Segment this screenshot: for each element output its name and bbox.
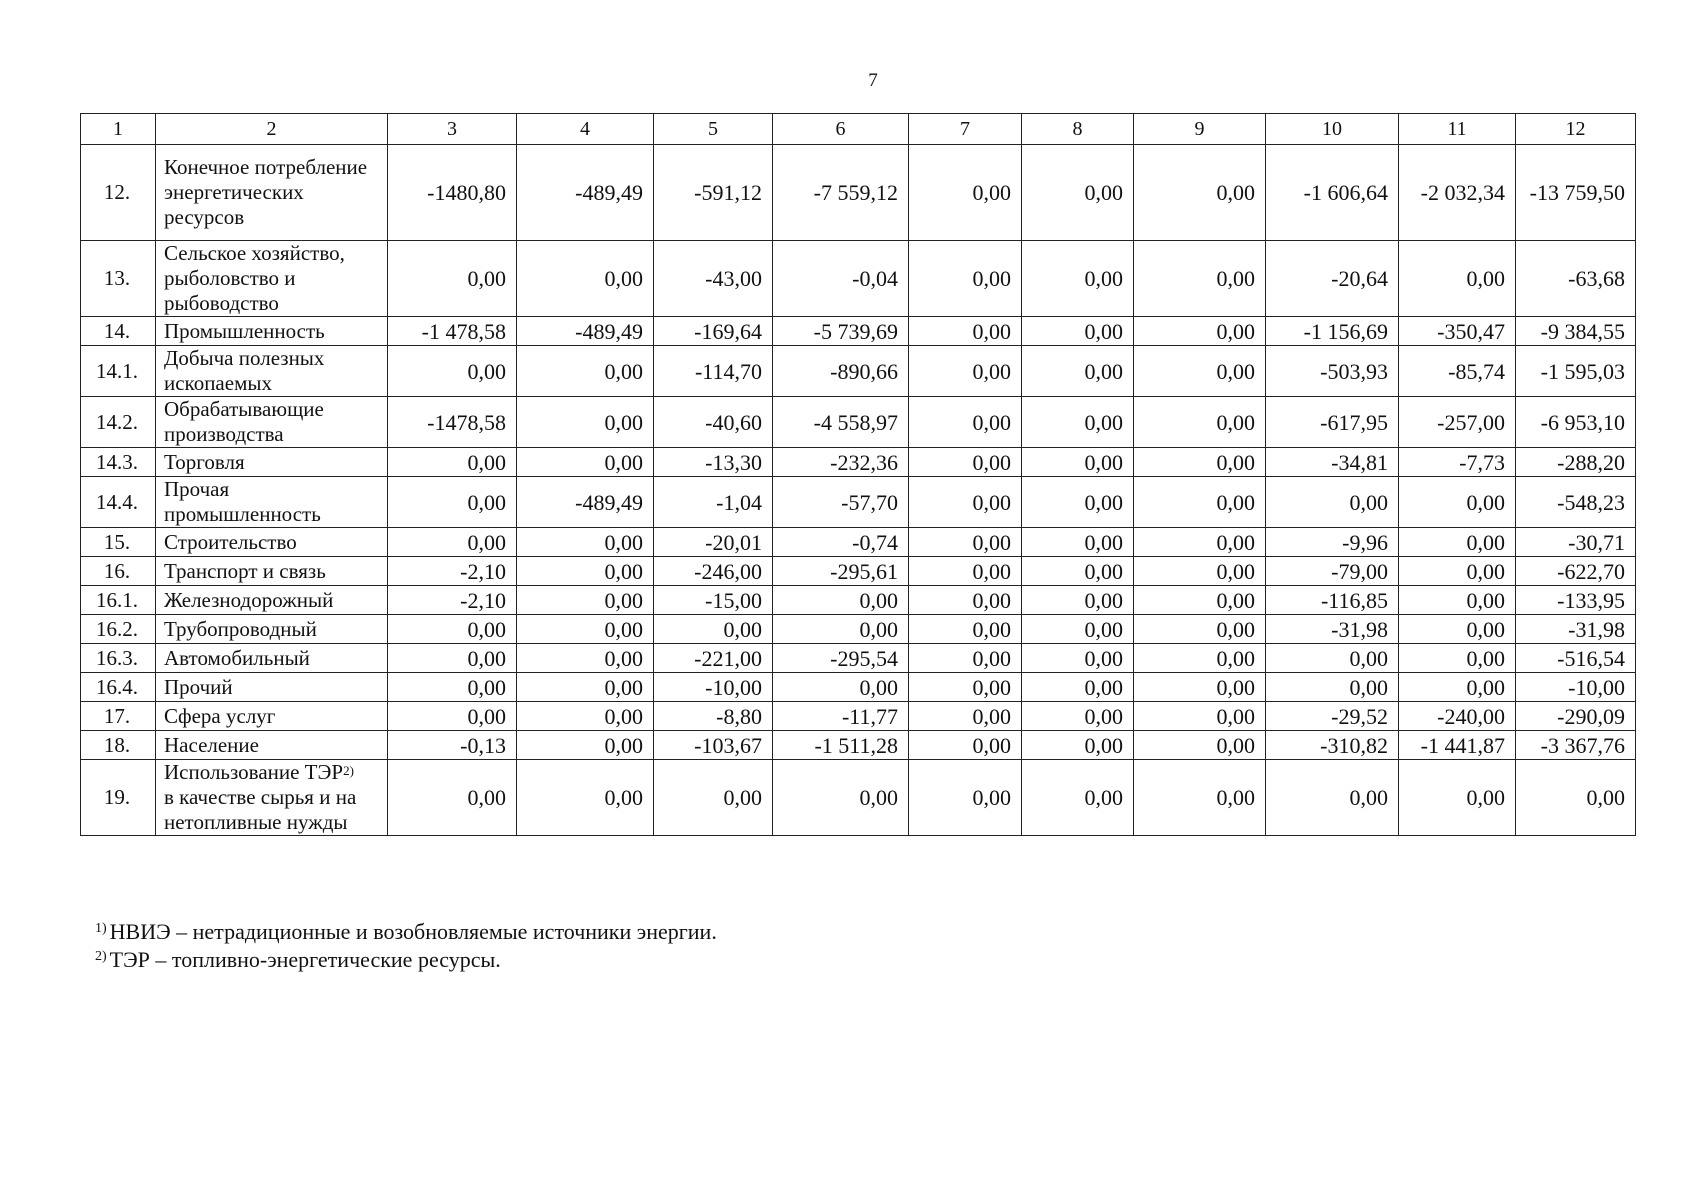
cell-col-3: 0,00 — [388, 702, 517, 731]
table-row — [81, 397, 1636, 448]
cell-col-8: 0,00 — [1022, 557, 1134, 586]
cell-col-5: -221,00 — [654, 644, 773, 673]
cell-col-9: 0,00 — [1134, 477, 1266, 528]
cell-col-9: 0,00 — [1134, 644, 1266, 673]
cell-col-7: 0,00 — [909, 557, 1022, 586]
cell-col-4: -489,49 — [517, 317, 654, 346]
cell-col-10: 0,00 — [1266, 477, 1399, 528]
cell-col-7: 0,00 — [909, 397, 1022, 448]
cell-col-12: -133,95 — [1516, 586, 1636, 615]
cell-col-10: -116,85 — [1266, 586, 1399, 615]
cell-col-11: -85,74 — [1399, 346, 1516, 397]
cell-col-7: 0,00 — [909, 317, 1022, 346]
cell-col-8: 0,00 — [1022, 477, 1134, 528]
column-header-8: 8 — [1022, 114, 1134, 145]
cell-col-8: 0,00 — [1022, 397, 1134, 448]
cell-col-4: 0,00 — [517, 760, 654, 836]
cell-col-12: -288,20 — [1516, 448, 1636, 477]
cell-col-3: 0,00 — [388, 615, 517, 644]
cell-col-8: 0,00 — [1022, 241, 1134, 317]
row-number: 15. — [81, 528, 156, 557]
footnote-ref: 2) — [343, 763, 354, 778]
cell-col-5: -20,01 — [654, 528, 773, 557]
cell-col-11: -7,73 — [1399, 448, 1516, 477]
row-label: Обрабатывающие производства — [156, 397, 388, 448]
cell-col-6: 0,00 — [773, 586, 909, 615]
cell-col-9: 0,00 — [1134, 397, 1266, 448]
cell-col-4: 0,00 — [517, 673, 654, 702]
row-label: Прочая промышленность — [156, 477, 388, 528]
row-label: Трубопроводный — [156, 615, 388, 644]
cell-col-6: -232,36 — [773, 448, 909, 477]
cell-col-6: -7 559,12 — [773, 145, 909, 241]
page-number: 7 — [868, 70, 878, 91]
cell-col-9: 0,00 — [1134, 673, 1266, 702]
row-label: Торговля — [156, 448, 388, 477]
table-row — [81, 448, 1636, 477]
row-number: 13. — [81, 241, 156, 317]
cell-col-12: -516,54 — [1516, 644, 1636, 673]
energy-balance-table — [80, 113, 1636, 836]
cell-col-3: -1480,80 — [388, 145, 517, 241]
cell-col-4: 0,00 — [517, 528, 654, 557]
cell-col-3: 0,00 — [388, 644, 517, 673]
cell-col-12: -31,98 — [1516, 615, 1636, 644]
table-body — [81, 145, 1636, 836]
row-label: Транспорт и связь — [156, 557, 388, 586]
table-row — [81, 528, 1636, 557]
table-row — [81, 731, 1636, 760]
cell-col-12: -30,71 — [1516, 528, 1636, 557]
row-label: Конечное потребление энергетических ресурсов — [156, 145, 388, 241]
cell-col-5: -15,00 — [654, 586, 773, 615]
footnote-2 — [95, 946, 717, 974]
cell-col-10: 0,00 — [1266, 673, 1399, 702]
cell-col-6: -1 511,28 — [773, 731, 909, 760]
cell-col-12: -290,09 — [1516, 702, 1636, 731]
cell-col-12: -3 367,76 — [1516, 731, 1636, 760]
row-label: Прочий — [156, 673, 388, 702]
cell-col-3: -2,10 — [388, 557, 517, 586]
cell-col-3: -1 478,58 — [388, 317, 517, 346]
cell-col-9: 0,00 — [1134, 557, 1266, 586]
cell-col-8: 0,00 — [1022, 760, 1134, 836]
cell-col-9: 0,00 — [1134, 586, 1266, 615]
column-header-6: 6 — [773, 114, 909, 145]
cell-col-10: -20,64 — [1266, 241, 1399, 317]
cell-col-7: 0,00 — [909, 477, 1022, 528]
cell-col-12: 0,00 — [1516, 760, 1636, 836]
cell-col-11: 0,00 — [1399, 673, 1516, 702]
cell-col-8: 0,00 — [1022, 731, 1134, 760]
cell-col-4: -489,49 — [517, 145, 654, 241]
cell-col-6: -0,04 — [773, 241, 909, 317]
cell-col-4: -489,49 — [517, 477, 654, 528]
cell-col-5: -591,12 — [654, 145, 773, 241]
cell-col-5: -114,70 — [654, 346, 773, 397]
cell-col-7: 0,00 — [909, 528, 1022, 557]
cell-col-3: 0,00 — [388, 528, 517, 557]
cell-col-8: 0,00 — [1022, 586, 1134, 615]
cell-col-11: 0,00 — [1399, 477, 1516, 528]
cell-col-5: -169,64 — [654, 317, 773, 346]
cell-col-10: -1 156,69 — [1266, 317, 1399, 346]
cell-col-5: -246,00 — [654, 557, 773, 586]
cell-col-4: 0,00 — [517, 644, 654, 673]
cell-col-10: -9,96 — [1266, 528, 1399, 557]
column-header-7: 7 — [909, 114, 1022, 145]
cell-col-10: -310,82 — [1266, 731, 1399, 760]
cell-col-6: -5 739,69 — [773, 317, 909, 346]
cell-col-5: 0,00 — [654, 615, 773, 644]
column-header-12: 12 — [1516, 114, 1636, 145]
column-header-5: 5 — [654, 114, 773, 145]
cell-col-5: 0,00 — [654, 760, 773, 836]
cell-col-8: 0,00 — [1022, 673, 1134, 702]
cell-col-7: 0,00 — [909, 644, 1022, 673]
table-row — [81, 760, 1636, 836]
cell-col-11: 0,00 — [1399, 615, 1516, 644]
cell-col-7: 0,00 — [909, 346, 1022, 397]
cell-col-12: -63,68 — [1516, 241, 1636, 317]
cell-col-10: -1 606,64 — [1266, 145, 1399, 241]
table-row — [81, 145, 1636, 241]
cell-col-10: -31,98 — [1266, 615, 1399, 644]
row-label: Автомобильный — [156, 644, 388, 673]
column-header-3: 3 — [388, 114, 517, 145]
column-header-4: 4 — [517, 114, 654, 145]
cell-col-5: -13,30 — [654, 448, 773, 477]
cell-col-7: 0,00 — [909, 586, 1022, 615]
cell-col-4: 0,00 — [517, 731, 654, 760]
cell-col-5: -1,04 — [654, 477, 773, 528]
cell-col-3: 0,00 — [388, 346, 517, 397]
table-row — [81, 317, 1636, 346]
cell-col-5: -10,00 — [654, 673, 773, 702]
cell-col-11: -1 441,87 — [1399, 731, 1516, 760]
row-number: 14.2. — [81, 397, 156, 448]
cell-col-10: -503,93 — [1266, 346, 1399, 397]
cell-col-11: 0,00 — [1399, 586, 1516, 615]
cell-col-6: -295,54 — [773, 644, 909, 673]
column-header-2: 2 — [156, 114, 388, 145]
cell-col-12: -13 759,50 — [1516, 145, 1636, 241]
cell-col-12: -10,00 — [1516, 673, 1636, 702]
cell-col-8: 0,00 — [1022, 702, 1134, 731]
cell-col-8: 0,00 — [1022, 448, 1134, 477]
cell-col-7: 0,00 — [909, 702, 1022, 731]
cell-col-11: -257,00 — [1399, 397, 1516, 448]
cell-col-4: 0,00 — [517, 615, 654, 644]
cell-col-10: 0,00 — [1266, 644, 1399, 673]
cell-col-8: 0,00 — [1022, 317, 1134, 346]
cell-col-12: -1 595,03 — [1516, 346, 1636, 397]
row-number: 14.1. — [81, 346, 156, 397]
cell-col-7: 0,00 — [909, 615, 1022, 644]
cell-col-10: -79,00 — [1266, 557, 1399, 586]
cell-col-3: -0,13 — [388, 731, 517, 760]
cell-col-6: 0,00 — [773, 673, 909, 702]
footnote-text: НВИЭ – нетрадиционные и возобновляемые источники энергии. — [109, 919, 717, 944]
cell-col-4: 0,00 — [517, 448, 654, 477]
table-row — [81, 241, 1636, 317]
table-row — [81, 586, 1636, 615]
cell-col-9: 0,00 — [1134, 346, 1266, 397]
table-row — [81, 702, 1636, 731]
cell-col-4: 0,00 — [517, 557, 654, 586]
cell-col-6: -11,77 — [773, 702, 909, 731]
cell-col-9: 0,00 — [1134, 760, 1266, 836]
footnote-mark: 2) — [95, 949, 107, 964]
cell-col-9: 0,00 — [1134, 145, 1266, 241]
cell-col-7: 0,00 — [909, 731, 1022, 760]
row-label-continuation: в качестве сырья и на нетопливные нужды — [164, 785, 357, 834]
cell-col-12: -622,70 — [1516, 557, 1636, 586]
row-number: 14. — [81, 317, 156, 346]
table-row — [81, 346, 1636, 397]
cell-col-3: 0,00 — [388, 448, 517, 477]
footnote-1 — [95, 918, 717, 946]
cell-col-11: 0,00 — [1399, 241, 1516, 317]
cell-col-7: 0,00 — [909, 673, 1022, 702]
cell-col-4: 0,00 — [517, 241, 654, 317]
cell-col-11: 0,00 — [1399, 557, 1516, 586]
cell-col-8: 0,00 — [1022, 644, 1134, 673]
cell-col-5: -43,00 — [654, 241, 773, 317]
cell-col-6: -890,66 — [773, 346, 909, 397]
cell-col-3: 0,00 — [388, 241, 517, 317]
footnote-mark: 1) — [95, 921, 107, 936]
cell-col-9: 0,00 — [1134, 702, 1266, 731]
table-row — [81, 673, 1636, 702]
cell-col-4: 0,00 — [517, 346, 654, 397]
cell-col-9: 0,00 — [1134, 448, 1266, 477]
cell-col-11: 0,00 — [1399, 760, 1516, 836]
footnote-text: ТЭР – топливно-энергетические ресурсы. — [109, 947, 501, 972]
row-number: 16.1. — [81, 586, 156, 615]
cell-col-12: -6 953,10 — [1516, 397, 1636, 448]
cell-col-6: -4 558,97 — [773, 397, 909, 448]
cell-col-6: -0,74 — [773, 528, 909, 557]
cell-col-9: 0,00 — [1134, 241, 1266, 317]
row-label: Железнодорожный — [156, 586, 388, 615]
row-label: Население — [156, 731, 388, 760]
cell-col-4: 0,00 — [517, 702, 654, 731]
cell-col-9: 0,00 — [1134, 731, 1266, 760]
cell-col-6: -57,70 — [773, 477, 909, 528]
row-label: Промышленность — [156, 317, 388, 346]
cell-col-7: 0,00 — [909, 448, 1022, 477]
cell-col-8: 0,00 — [1022, 145, 1134, 241]
row-label: Строительство — [156, 528, 388, 557]
cell-col-7: 0,00 — [909, 145, 1022, 241]
row-number: 16. — [81, 557, 156, 586]
cell-col-10: -34,81 — [1266, 448, 1399, 477]
row-number: 12. — [81, 145, 156, 241]
cell-col-10: 0,00 — [1266, 760, 1399, 836]
table-row — [81, 644, 1636, 673]
cell-col-7: 0,00 — [909, 241, 1022, 317]
column-header-10: 10 — [1266, 114, 1399, 145]
cell-col-9: 0,00 — [1134, 528, 1266, 557]
row-number: 19. — [81, 760, 156, 836]
cell-col-8: 0,00 — [1022, 528, 1134, 557]
cell-col-12: -548,23 — [1516, 477, 1636, 528]
cell-col-9: 0,00 — [1134, 615, 1266, 644]
cell-col-7: 0,00 — [909, 760, 1022, 836]
cell-col-3: -2,10 — [388, 586, 517, 615]
cell-col-5: -40,60 — [654, 397, 773, 448]
table-row — [81, 477, 1636, 528]
row-label: Сфера услуг — [156, 702, 388, 731]
row-number: 14.4. — [81, 477, 156, 528]
footnotes — [95, 918, 717, 974]
cell-col-3: 0,00 — [388, 477, 517, 528]
cell-col-3: 0,00 — [388, 760, 517, 836]
cell-col-10: -29,52 — [1266, 702, 1399, 731]
cell-col-9: 0,00 — [1134, 317, 1266, 346]
table-row — [81, 557, 1636, 586]
cell-col-11: -350,47 — [1399, 317, 1516, 346]
cell-col-8: 0,00 — [1022, 346, 1134, 397]
cell-col-6: -295,61 — [773, 557, 909, 586]
row-number: 14.3. — [81, 448, 156, 477]
column-header-1: 1 — [81, 114, 156, 145]
cell-col-12: -9 384,55 — [1516, 317, 1636, 346]
cell-col-5: -8,80 — [654, 702, 773, 731]
row-number: 16.4. — [81, 673, 156, 702]
cell-col-4: 0,00 — [517, 397, 654, 448]
row-number: 17. — [81, 702, 156, 731]
row-label: Добыча полезных ископаемых — [156, 346, 388, 397]
row-number: 18. — [81, 731, 156, 760]
cell-col-11: -240,00 — [1399, 702, 1516, 731]
cell-col-5: -103,67 — [654, 731, 773, 760]
row-label-text: Использование ТЭР — [164, 760, 344, 784]
row-number: 16.2. — [81, 615, 156, 644]
row-label — [156, 760, 388, 836]
column-header-9: 9 — [1134, 114, 1266, 145]
cell-col-8: 0,00 — [1022, 615, 1134, 644]
cell-col-11: 0,00 — [1399, 528, 1516, 557]
cell-col-6: 0,00 — [773, 615, 909, 644]
cell-col-10: -617,95 — [1266, 397, 1399, 448]
cell-col-6: 0,00 — [773, 760, 909, 836]
cell-col-11: -2 032,34 — [1399, 145, 1516, 241]
column-header-11: 11 — [1399, 114, 1516, 145]
header-row — [81, 114, 1636, 145]
cell-col-3: 0,00 — [388, 673, 517, 702]
cell-col-3: -1478,58 — [388, 397, 517, 448]
row-number: 16.3. — [81, 644, 156, 673]
cell-col-4: 0,00 — [517, 586, 654, 615]
cell-col-11: 0,00 — [1399, 644, 1516, 673]
table-row — [81, 615, 1636, 644]
row-label: Сельское хозяйство, рыболовство и рыбоводство — [156, 241, 388, 317]
